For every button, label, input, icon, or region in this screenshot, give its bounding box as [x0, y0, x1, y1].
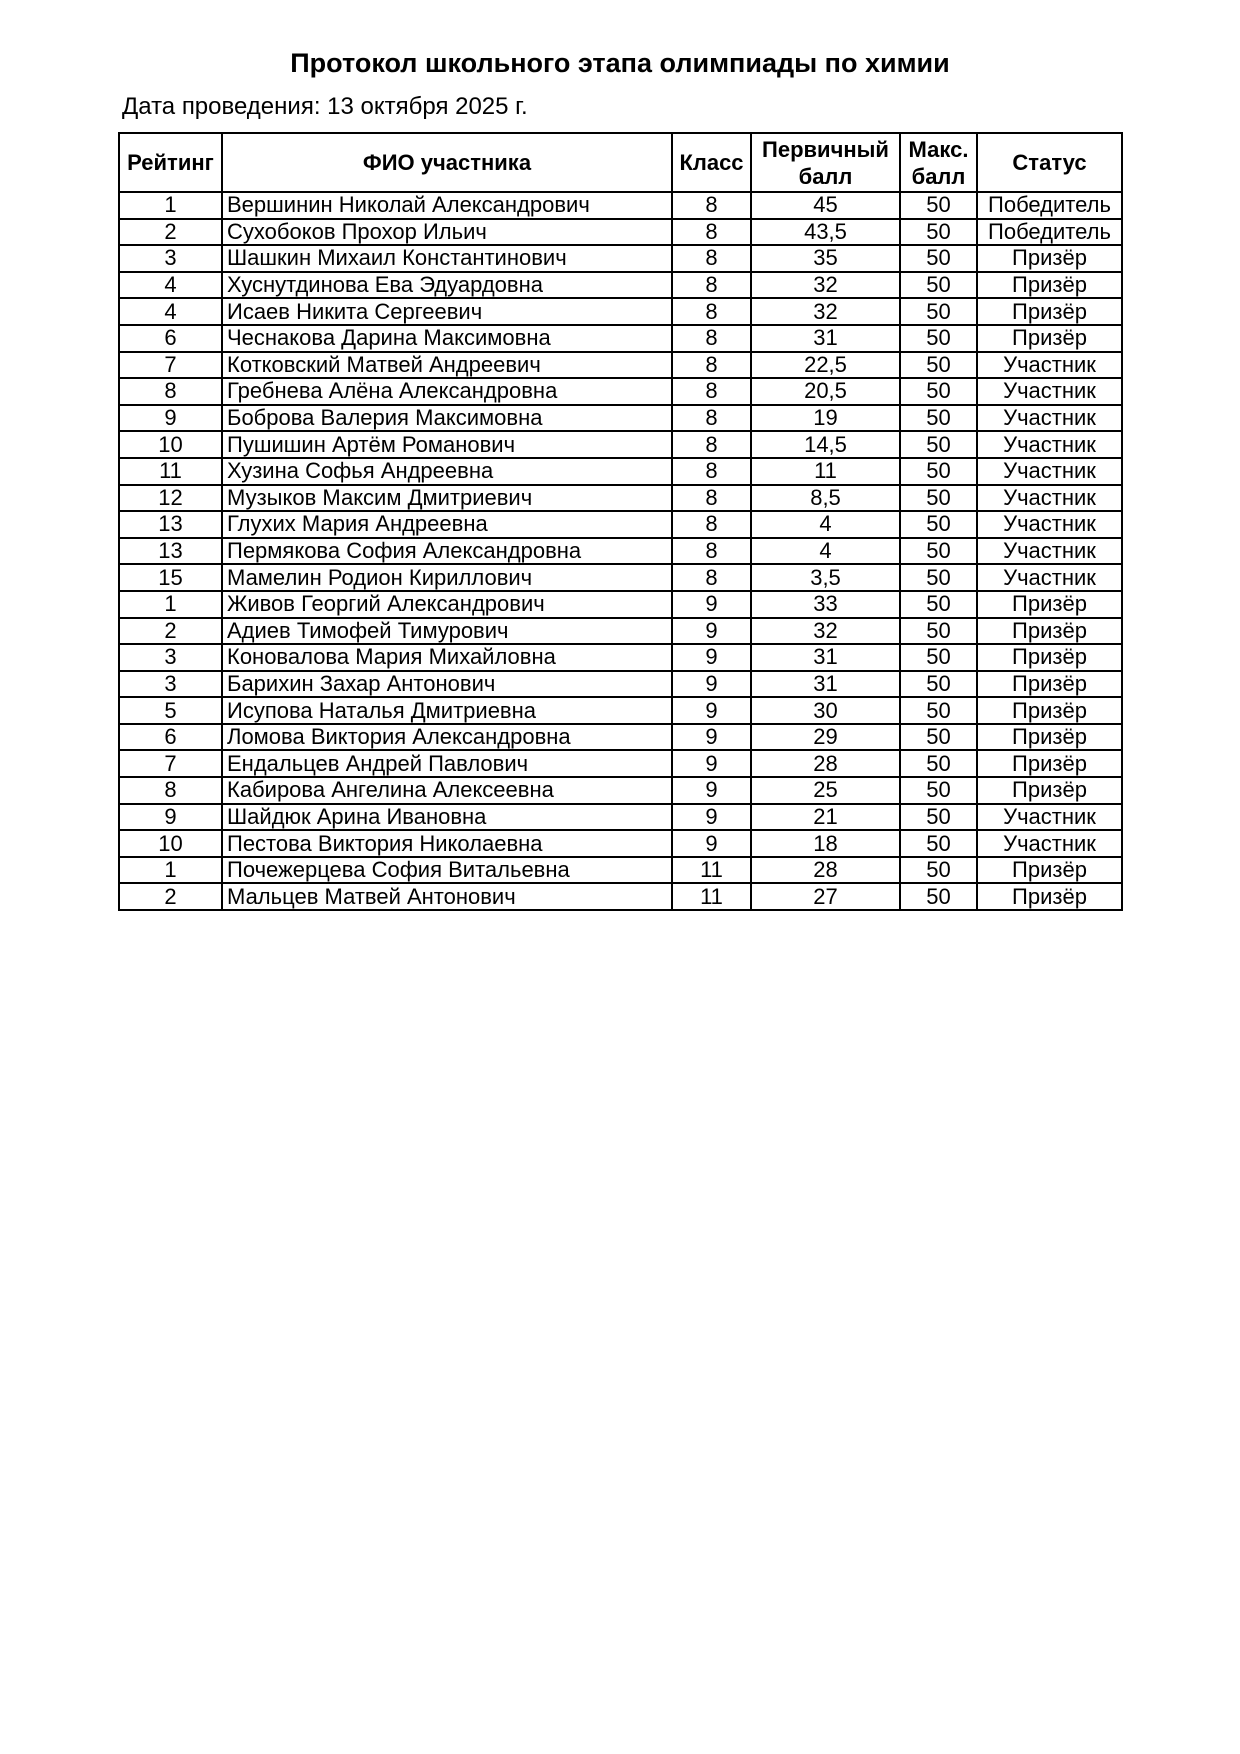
table-row — [119, 538, 1122, 565]
cell-rank: 9 — [119, 804, 222, 831]
table-row — [119, 511, 1122, 538]
cell-status: Призёр — [977, 644, 1122, 671]
table-row — [119, 298, 1122, 325]
cell-rank: 6 — [119, 724, 222, 751]
cell-status: Участник — [977, 804, 1122, 831]
cell-name: Почежерцева София Витальевна — [222, 857, 672, 884]
table-row — [119, 405, 1122, 432]
cell-primary-score: 28 — [751, 750, 900, 777]
cell-name: Исаев Никита Сергеевич — [222, 298, 672, 325]
cell-name: Хуснутдинова Ева Эдуардовна — [222, 272, 672, 299]
cell-rank: 2 — [119, 219, 222, 246]
header-max-score-line2: балл — [911, 163, 966, 189]
cell-rank: 8 — [119, 378, 222, 405]
header-row — [119, 133, 1122, 192]
header-status: Статус — [977, 133, 1122, 192]
table-row — [119, 352, 1122, 379]
table-row — [119, 591, 1122, 618]
cell-status: Призёр — [977, 671, 1122, 698]
cell-primary-score: 18 — [751, 830, 900, 857]
cell-primary-score: 30 — [751, 697, 900, 724]
table-body — [119, 192, 1122, 910]
cell-primary-score: 32 — [751, 272, 900, 299]
cell-name: Хузина Софья Андреевна — [222, 458, 672, 485]
cell-name: Живов Георгий Александрович — [222, 591, 672, 618]
table-row — [119, 750, 1122, 777]
cell-status: Призёр — [977, 272, 1122, 299]
header-name: ФИО участника — [222, 133, 672, 192]
cell-rank: 11 — [119, 458, 222, 485]
cell-name: Коновалова Мария Михайловна — [222, 644, 672, 671]
table-row — [119, 883, 1122, 910]
cell-class: 8 — [672, 431, 751, 458]
cell-primary-score: 35 — [751, 245, 900, 272]
cell-rank: 1 — [119, 591, 222, 618]
cell-max-score: 50 — [900, 298, 977, 325]
cell-max-score: 50 — [900, 671, 977, 698]
cell-primary-score: 28 — [751, 857, 900, 884]
cell-max-score: 50 — [900, 378, 977, 405]
cell-max-score: 50 — [900, 458, 977, 485]
cell-name: Исупова Наталья Дмитриевна — [222, 697, 672, 724]
cell-status: Участник — [977, 511, 1122, 538]
cell-primary-score: 31 — [751, 644, 900, 671]
cell-status: Призёр — [977, 857, 1122, 884]
table-row — [119, 857, 1122, 884]
cell-status: Участник — [977, 485, 1122, 512]
cell-primary-score: 31 — [751, 671, 900, 698]
cell-class: 8 — [672, 352, 751, 379]
cell-class: 9 — [672, 804, 751, 831]
cell-rank: 12 — [119, 485, 222, 512]
cell-name: Пушишин Артём Романович — [222, 431, 672, 458]
cell-primary-score: 21 — [751, 804, 900, 831]
cell-status: Участник — [977, 458, 1122, 485]
cell-name: Сухобоков Прохор Ильич — [222, 219, 672, 246]
cell-primary-score: 32 — [751, 298, 900, 325]
cell-max-score: 50 — [900, 192, 977, 219]
cell-rank: 5 — [119, 697, 222, 724]
cell-rank: 1 — [119, 857, 222, 884]
cell-class: 11 — [672, 883, 751, 910]
cell-status: Участник — [977, 830, 1122, 857]
header-max-score-line1: Макс. — [908, 136, 969, 162]
cell-max-score: 50 — [900, 644, 977, 671]
cell-name: Ендальцев Андрей Павлович — [222, 750, 672, 777]
cell-max-score: 50 — [900, 777, 977, 804]
cell-class: 9 — [672, 671, 751, 698]
cell-status: Участник — [977, 378, 1122, 405]
table-row — [119, 671, 1122, 698]
cell-status: Призёр — [977, 883, 1122, 910]
cell-status: Призёр — [977, 724, 1122, 751]
cell-name: Вершинин Николай Александрович — [222, 192, 672, 219]
cell-primary-score: 4 — [751, 511, 900, 538]
cell-name: Музыков Максим Дмитриевич — [222, 485, 672, 512]
cell-status: Участник — [977, 564, 1122, 591]
cell-status: Участник — [977, 431, 1122, 458]
cell-name: Котковский Матвей Андреевич — [222, 352, 672, 379]
cell-name: Барихин Захар Антонович — [222, 671, 672, 698]
cell-primary-score: 4 — [751, 538, 900, 565]
header-primary-score-line2: балл — [798, 163, 853, 189]
table-row — [119, 777, 1122, 804]
cell-class: 8 — [672, 485, 751, 512]
table-row — [119, 219, 1122, 246]
cell-primary-score: 43,5 — [751, 219, 900, 246]
cell-class: 9 — [672, 644, 751, 671]
cell-class: 9 — [672, 750, 751, 777]
cell-rank: 1 — [119, 192, 222, 219]
cell-name: Мальцев Матвей Антонович — [222, 883, 672, 910]
cell-class: 8 — [672, 511, 751, 538]
header-rank: Рейтинг — [119, 133, 222, 192]
cell-max-score: 50 — [900, 272, 977, 299]
cell-max-score: 50 — [900, 219, 977, 246]
cell-name: Ломова Виктория Александровна — [222, 724, 672, 751]
cell-class: 8 — [672, 192, 751, 219]
cell-max-score: 50 — [900, 352, 977, 379]
cell-class: 9 — [672, 830, 751, 857]
cell-primary-score: 25 — [751, 777, 900, 804]
cell-class: 8 — [672, 245, 751, 272]
cell-primary-score: 32 — [751, 618, 900, 645]
cell-primary-score: 20,5 — [751, 378, 900, 405]
cell-rank: 10 — [119, 431, 222, 458]
cell-primary-score: 19 — [751, 405, 900, 432]
cell-primary-score: 22,5 — [751, 352, 900, 379]
results-table — [118, 132, 1123, 911]
cell-name: Мамелин Родион Кириллович — [222, 564, 672, 591]
cell-max-score: 50 — [900, 697, 977, 724]
cell-class: 8 — [672, 458, 751, 485]
cell-max-score: 50 — [900, 591, 977, 618]
cell-rank: 4 — [119, 298, 222, 325]
cell-primary-score: 3,5 — [751, 564, 900, 591]
event-date: Дата проведения: 13 октября 2025 г. — [122, 93, 528, 120]
table-row — [119, 245, 1122, 272]
table-row — [119, 697, 1122, 724]
cell-status: Призёр — [977, 750, 1122, 777]
cell-status: Участник — [977, 405, 1122, 432]
cell-class: 8 — [672, 405, 751, 432]
cell-max-score: 50 — [900, 325, 977, 352]
table-row — [119, 325, 1122, 352]
cell-primary-score: 45 — [751, 192, 900, 219]
cell-status: Призёр — [977, 325, 1122, 352]
cell-primary-score: 33 — [751, 591, 900, 618]
table-row — [119, 644, 1122, 671]
table-row — [119, 458, 1122, 485]
cell-max-score: 50 — [900, 883, 977, 910]
cell-name: Боброва Валерия Максимовна — [222, 405, 672, 432]
cell-max-score: 50 — [900, 830, 977, 857]
table-row — [119, 804, 1122, 831]
cell-status: Призёр — [977, 298, 1122, 325]
cell-max-score: 50 — [900, 724, 977, 751]
cell-name: Адиев Тимофей Тимурович — [222, 618, 672, 645]
cell-status: Призёр — [977, 697, 1122, 724]
table-row — [119, 192, 1122, 219]
header-primary-score — [751, 133, 900, 192]
cell-max-score: 50 — [900, 511, 977, 538]
cell-class: 9 — [672, 591, 751, 618]
cell-status: Призёр — [977, 591, 1122, 618]
table-row — [119, 564, 1122, 591]
cell-rank: 7 — [119, 750, 222, 777]
cell-status: Призёр — [977, 618, 1122, 645]
cell-class: 8 — [672, 298, 751, 325]
cell-class: 8 — [672, 538, 751, 565]
cell-rank: 6 — [119, 325, 222, 352]
table-row — [119, 830, 1122, 857]
cell-max-score: 50 — [900, 485, 977, 512]
header-class: Класс — [672, 133, 751, 192]
cell-class: 8 — [672, 378, 751, 405]
cell-max-score: 50 — [900, 857, 977, 884]
cell-class: 8 — [672, 325, 751, 352]
cell-rank: 7 — [119, 352, 222, 379]
cell-class: 11 — [672, 857, 751, 884]
cell-status: Победитель — [977, 219, 1122, 246]
cell-class: 8 — [672, 272, 751, 299]
cell-max-score: 50 — [900, 245, 977, 272]
cell-max-score: 50 — [900, 431, 977, 458]
cell-name: Кабирова Ангелина Алексеевна — [222, 777, 672, 804]
cell-status: Победитель — [977, 192, 1122, 219]
header-max-score — [900, 133, 977, 192]
cell-primary-score: 29 — [751, 724, 900, 751]
cell-max-score: 50 — [900, 538, 977, 565]
cell-name: Шашкин Михаил Константинович — [222, 245, 672, 272]
table-row — [119, 618, 1122, 645]
cell-max-score: 50 — [900, 564, 977, 591]
cell-status: Призёр — [977, 777, 1122, 804]
cell-rank: 4 — [119, 272, 222, 299]
cell-name: Гребнева Алёна Александровна — [222, 378, 672, 405]
cell-rank: 13 — [119, 511, 222, 538]
cell-rank: 15 — [119, 564, 222, 591]
cell-rank: 2 — [119, 618, 222, 645]
cell-max-score: 50 — [900, 750, 977, 777]
cell-class: 8 — [672, 219, 751, 246]
table-row — [119, 272, 1122, 299]
cell-class: 8 — [672, 564, 751, 591]
cell-class: 9 — [672, 618, 751, 645]
cell-name: Глухих Мария Андреевна — [222, 511, 672, 538]
cell-class: 9 — [672, 724, 751, 751]
cell-name: Чеснакова Дарина Максимовна — [222, 325, 672, 352]
cell-rank: 3 — [119, 644, 222, 671]
cell-primary-score: 11 — [751, 458, 900, 485]
cell-name: Пестова Виктория Николаевна — [222, 830, 672, 857]
cell-rank: 3 — [119, 671, 222, 698]
cell-rank: 8 — [119, 777, 222, 804]
cell-max-score: 50 — [900, 804, 977, 831]
cell-max-score: 50 — [900, 405, 977, 432]
cell-status: Призёр — [977, 245, 1122, 272]
table-row — [119, 485, 1122, 512]
cell-rank: 2 — [119, 883, 222, 910]
cell-status: Участник — [977, 352, 1122, 379]
cell-primary-score: 14,5 — [751, 431, 900, 458]
table-header — [119, 133, 1122, 192]
cell-primary-score: 27 — [751, 883, 900, 910]
document-title: Протокол школьного этапа олимпиады по химии — [290, 48, 950, 78]
cell-max-score: 50 — [900, 618, 977, 645]
cell-primary-score: 31 — [751, 325, 900, 352]
cell-class: 9 — [672, 697, 751, 724]
table-row — [119, 431, 1122, 458]
cell-name: Шайдюк Арина Ивановна — [222, 804, 672, 831]
cell-name: Пермякова София Александровна — [222, 538, 672, 565]
table-row — [119, 724, 1122, 751]
header-primary-score-line1: Первичный — [762, 136, 889, 162]
cell-class: 9 — [672, 777, 751, 804]
cell-rank: 3 — [119, 245, 222, 272]
table-row — [119, 378, 1122, 405]
cell-rank: 10 — [119, 830, 222, 857]
cell-status: Участник — [977, 538, 1122, 565]
cell-primary-score: 8,5 — [751, 485, 900, 512]
cell-rank: 9 — [119, 405, 222, 432]
cell-rank: 13 — [119, 538, 222, 565]
